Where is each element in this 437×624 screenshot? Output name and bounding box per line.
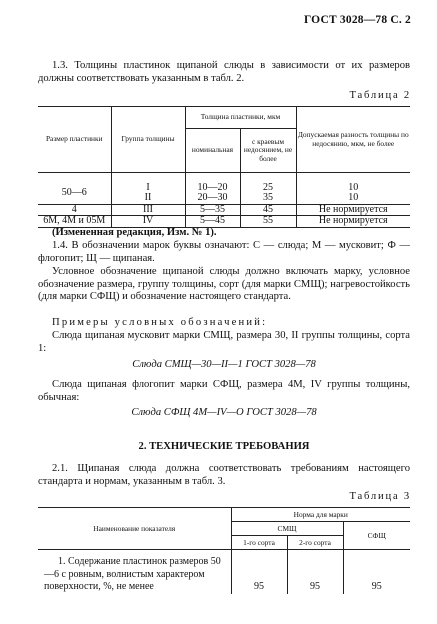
table-3-indicator: 1. Содержание пластинок размеров 50—6 с ровным, волнистым характером поверхности, %, не менее (44, 556, 221, 593)
table-3-header-norm: Норма для марки (231, 508, 410, 522)
table-3-sfsh: 95 (343, 550, 410, 594)
edition-note: (Измененная редакция, Изм. № 1). (52, 227, 217, 238)
table-2-header-size: Размер пластинки (38, 107, 111, 173)
table-2-edge: 35 (240, 193, 296, 204)
table-2-header-group: Группа толщины (111, 107, 185, 173)
example-2-code: Слюда СФЩ 4М—IV—О ГОСТ 3028—78 (131, 407, 317, 418)
table-3-sort1: 95 (231, 550, 287, 594)
table-2-group: II (111, 193, 185, 204)
table-2-header-tolerance: Допускаемая разность толщины по недосянию, мкм, не более (296, 107, 410, 173)
table-2-group: I (111, 183, 185, 194)
table-2-size: 6М, 4М и 05М (38, 216, 111, 228)
table-2-group: III (111, 204, 185, 216)
table-2-cell (240, 173, 296, 183)
table-3-sort2: 95 (287, 550, 343, 594)
table-2-cell (296, 173, 410, 183)
table-2-tolerance: 10 (296, 193, 410, 204)
example-2-text: Слюда щипаная флогопит марки СФЩ, размера 4М, IV группы толщины, обычная: (38, 379, 410, 403)
table-3-header-sort1: 1-го сорта (231, 536, 287, 550)
table-2-nominal: 20—30 (185, 193, 240, 204)
table-3-header-sort2: 2-го сорта (287, 536, 343, 550)
example-1-code: Слюда СМЩ—30—II—1 ГОСТ 3028—78 (132, 359, 316, 370)
table-3 (38, 507, 410, 594)
table-2-header-thickness: Толщина пластинки, мкм (185, 107, 296, 129)
table-row (38, 204, 410, 216)
table-2-nominal: 5—45 (185, 216, 240, 228)
table-2-group: IV (111, 216, 185, 228)
table-2-header-edge: с краевым недосянием, не более (240, 129, 296, 173)
table-2-tolerance: Не нормируется (296, 216, 410, 228)
table-2-size: 50—6 (61, 186, 87, 198)
table-2-cell (38, 173, 111, 183)
table-2 (38, 106, 410, 228)
examples-title: Примеры условных обозначений: (52, 317, 268, 328)
table-row (38, 216, 410, 228)
table-2-header-nominal: номинальная (185, 129, 240, 173)
table-2-nominal: 5—35 (185, 204, 240, 216)
table-3-header-sfsh: СФЩ (343, 522, 410, 550)
table-3-header-smsh: СМЩ (231, 522, 343, 536)
table-2-size: 4 (38, 204, 111, 216)
table-3-caption: Таблица 3 (349, 491, 411, 502)
table-2-tolerance: Не нормируется (296, 204, 410, 216)
table-2-edge: 45 (240, 204, 296, 216)
table-2-caption: Таблица 2 (349, 90, 411, 101)
paragraph-2-1: 2.1. Щипаная слюда должна соответствовать требованиям настоящего стандарта и нормам, указанным в табл. 3. (38, 463, 410, 487)
table-2-edge: 25 (240, 183, 296, 194)
page-header: ГОСТ 3028—78 С. 2 (303, 14, 411, 26)
paragraph-symbol: Условное обозначение щипаной слюды должно включать марку, условное обозначение размера, группу толщины, сорт (для марки СМЩ); нагревостойкость (для марки СФЩ) и обозначение настоящего стандарта. (38, 266, 410, 303)
table-3-header-indicator: Наименование показателя (38, 508, 231, 550)
example-1-text: Слюда щипаная мусковит марки СМЩ, размера 30, II группы толщины, сорта 1: (38, 330, 410, 354)
table-2-cell (185, 173, 240, 183)
table-2-tolerance: 10 (296, 183, 410, 194)
section-2-title: 2. ТЕХНИЧЕСКИЕ ТРЕБОВАНИЯ (138, 441, 310, 452)
paragraph-1-3: 1.3. Толщины пластинок щипаной слюды в зависимости от их размеров должны соответствовать указанным в табл. 2. (38, 60, 410, 84)
table-2-cell (111, 173, 185, 183)
table-row (38, 550, 410, 594)
paragraph-1-4: 1.4. В обозначении марок буквы означают: С — слюда; М — мусковит; Ф — флогопит; Щ — щипаная. (38, 240, 410, 264)
table-2-edge: 55 (240, 216, 296, 228)
table-2-nominal: 10—20 (185, 183, 240, 194)
